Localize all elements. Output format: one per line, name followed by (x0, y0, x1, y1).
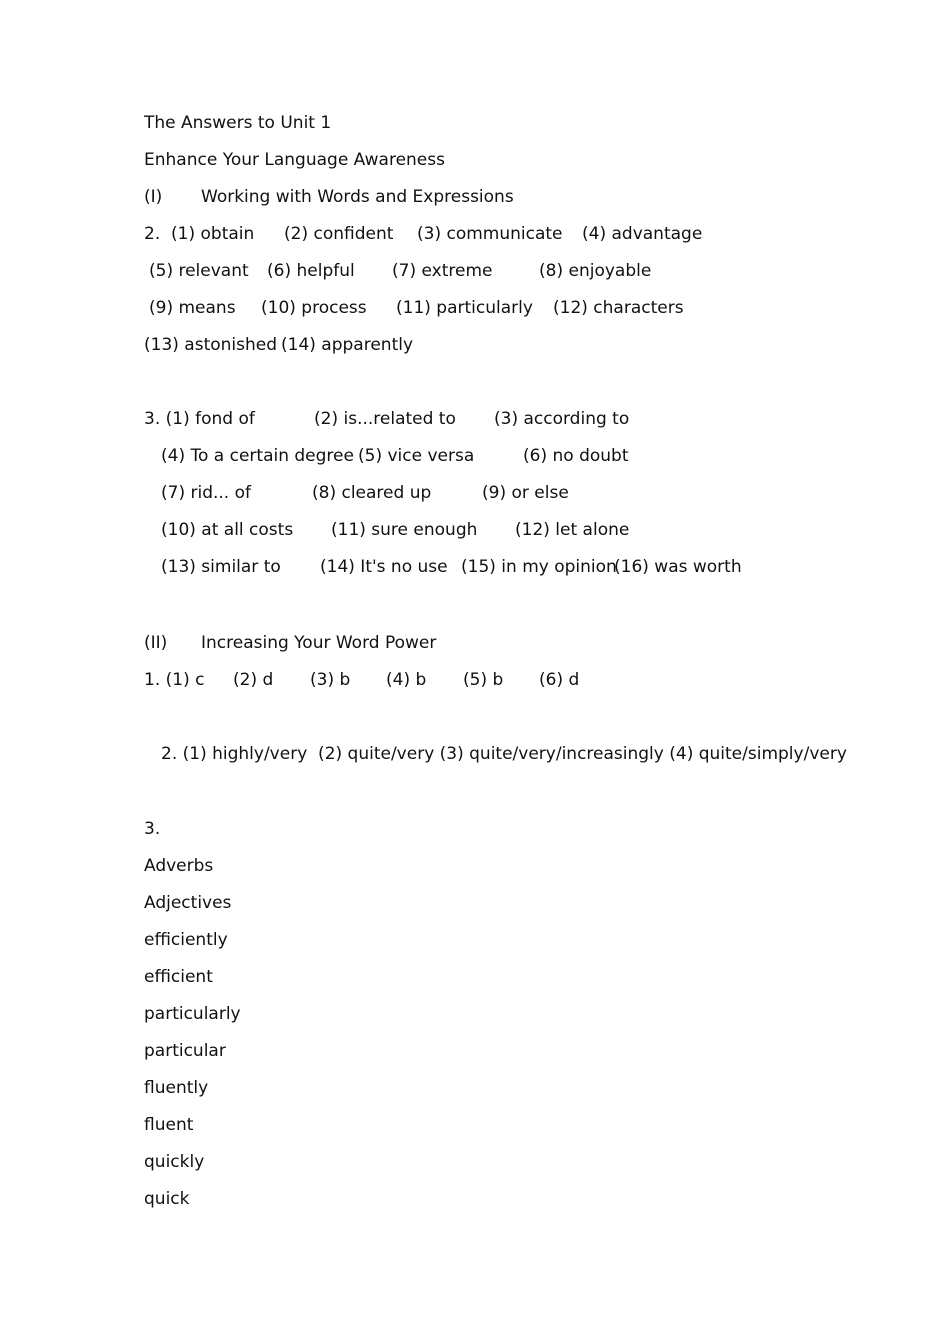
answer-item: (14) It's no use (320, 557, 448, 577)
answer-item: (3) according to (494, 409, 630, 429)
answer-item: 2. (1) obtain (144, 224, 255, 244)
answer-item: (2) d (233, 670, 274, 690)
document-title: The Answers to Unit 1 (144, 113, 332, 133)
answer-item: (10) process (261, 298, 367, 318)
section-title: Increasing Your Word Power (201, 633, 437, 653)
answer-item: (4) To a certain degree (161, 446, 354, 466)
section-numeral: (II) (144, 633, 168, 653)
answer-item: (11) particularly (396, 298, 533, 318)
answer-item: (11) sure enough (331, 520, 478, 540)
answer-item: (5) b (463, 670, 504, 690)
answer-item: (9) or else (482, 483, 569, 503)
q2-row (144, 297, 744, 319)
answer-item: (10) at all costs (161, 520, 294, 540)
section-ii-heading (144, 632, 644, 654)
word-list-item: Adjectives (144, 893, 232, 913)
answer-item: (6) d (539, 670, 580, 690)
q3-row (144, 445, 764, 467)
answer-item: (12) let alone (515, 520, 630, 540)
word-list-item: quickly (144, 1152, 205, 1172)
q3-row (144, 408, 764, 430)
answer-item: (7) rid... of (161, 483, 251, 503)
word-list-item: fluent (144, 1115, 194, 1135)
answer-item: (12) characters (553, 298, 684, 318)
answer-item: (14) apparently (281, 335, 414, 355)
answer-item: (13) astonished (144, 335, 278, 355)
word-list-item: efficient (144, 967, 213, 987)
q2-row (144, 223, 744, 245)
word-list-item: Adverbs (144, 856, 214, 876)
word-list-item: fluently (144, 1078, 209, 1098)
answer-item: (2) is...related to (314, 409, 456, 429)
answer-item: 3. (1) fond of (144, 409, 255, 429)
answer-item: (9) means (149, 298, 236, 318)
answer-item: (5) relevant (149, 261, 249, 281)
answer-item: (15) in my opinion (461, 557, 617, 577)
power-q3-number: 3. (144, 819, 161, 839)
answer-item: (16) was worth (614, 557, 742, 577)
q3-row (144, 556, 764, 578)
word-list-item: particular (144, 1041, 226, 1061)
answer-item: (5) vice versa (358, 446, 475, 466)
answer-item: (13) similar to (161, 557, 281, 577)
answer-item: (8) enjoyable (539, 261, 652, 281)
answer-item: (8) cleared up (312, 483, 432, 503)
q2-row (144, 260, 744, 282)
section-i-heading (144, 186, 644, 208)
answer-item: (3) communicate (417, 224, 563, 244)
answer-item: (7) extreme (392, 261, 493, 281)
q3-row (144, 519, 764, 541)
answer-item: (3) b (310, 670, 351, 690)
power-q2-row: 2. (1) highly/very (2) quite/very (3) quite/very/increasingly (4) quite/simply/very (161, 744, 847, 764)
word-list-item: quick (144, 1189, 190, 1209)
answer-item: (2) confident (284, 224, 394, 244)
answer-item: (6) no doubt (523, 446, 629, 466)
section-title: Working with Words and Expressions (201, 187, 514, 207)
q2-row (144, 334, 744, 356)
section-numeral: (I) (144, 187, 163, 207)
q3-row (144, 482, 764, 504)
answer-item: (4) advantage (582, 224, 703, 244)
answer-item: (4) b (386, 670, 427, 690)
answer-item: (6) helpful (267, 261, 355, 281)
answer-item: 1. (1) c (144, 670, 205, 690)
power-q1-row (144, 669, 644, 691)
word-list-item: efficiently (144, 930, 228, 950)
word-list-item: particularly (144, 1004, 241, 1024)
document-subtitle: Enhance Your Language Awareness (144, 150, 445, 170)
